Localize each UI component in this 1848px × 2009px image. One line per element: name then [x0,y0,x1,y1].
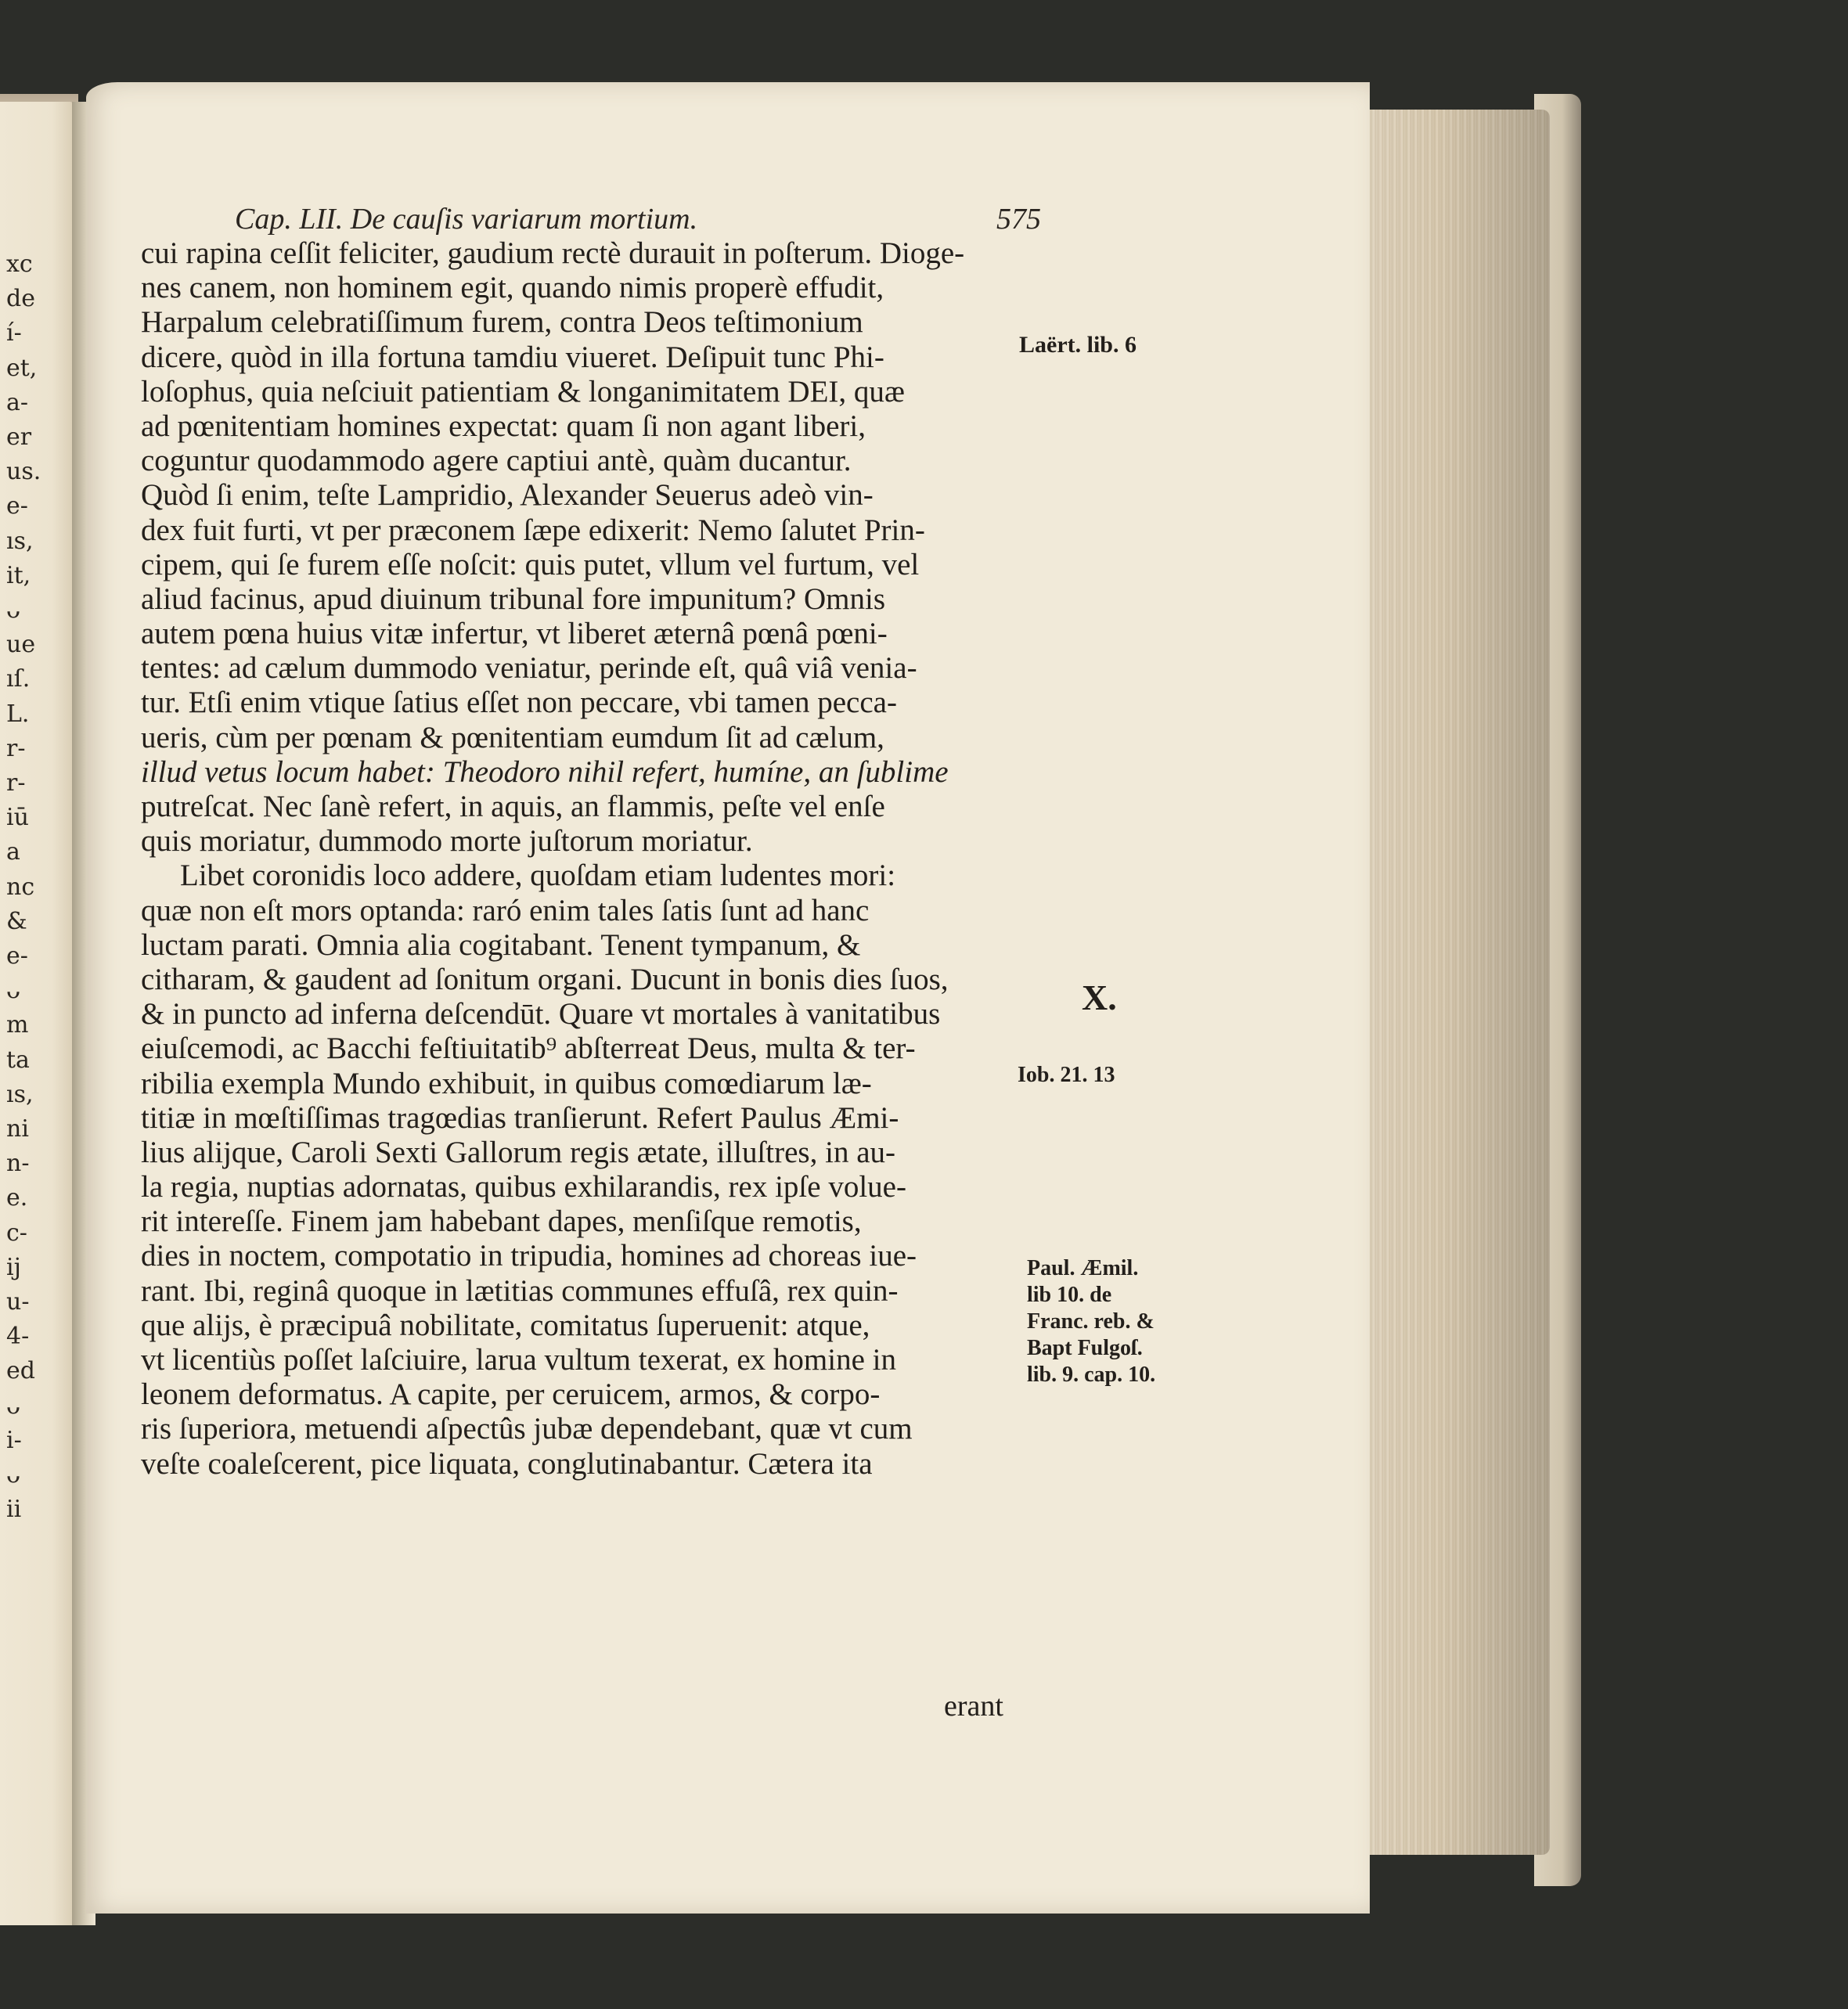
left-page-fragment: ᴗ [6,1461,21,1489]
text-line: illud vetus locum habet: Theodoro nihil refert, humíne, an ſublime [141,754,949,789]
left-page-fragment: ıs, [6,527,34,555]
left-page-fragment: ta [6,1046,30,1074]
left-page-fragment: a- [6,388,29,416]
left-page-fragment: c- [6,1219,27,1247]
text-line: putreſcat. Nec ſanè refert, in aquis, an flammis, peſte vel enſe [141,790,885,823]
text-line: ad pœnitentiam homines expectat: quam ſi non agant liberi, [141,409,866,443]
text-line: quis moriatur, dummodo morte juſtorum moriatur. [141,824,753,859]
left-page-fragment: et, [6,354,38,382]
left-page-fragment: de [6,285,35,313]
left-page-fragment: it, [6,561,31,589]
text-line: coguntur quodammodo agere captiui antè, quàm ducantur. [141,444,852,478]
marginal-note-laertius: Laërt. lib. 6 [1019,332,1137,358]
text-line: Quòd ſi enim, teſte Lampridio, Alexander Seuerus adeò vin- [141,478,874,513]
left-page-fragment: e- [6,942,28,970]
left-page-fragment: n- [6,1150,30,1178]
section-marker: X. [1082,977,1117,1017]
marginal-note-line: Franc. reb. & [1027,1309,1155,1334]
marginal-note-line: lib. 9. cap. 10. [1027,1363,1156,1387]
text-line: loſophus, quia neſciuit patientiam & longanimitatem DEI, quæ [141,374,905,409]
marginal-note-job: Iob. 21. 13 [1018,1063,1115,1087]
left-page-fragment: iū [6,804,29,832]
fore-edge-shading [1362,110,1550,1855]
left-page-fragment: a [6,838,20,866]
left-page-fragment: & [6,907,27,935]
left-page-fragment: e. [6,1184,28,1212]
left-page-fragment: ᴗ [6,1392,21,1420]
body-text [141,236,1018,1482]
marginal-note-line: Bapt Fulgoſ. [1027,1336,1143,1360]
left-page-fragment: u- [6,1288,30,1316]
text-line: rit intereſſe. Finem jam habebant dapes, menſiſque remotis, [141,1204,862,1239]
marginal-note-line: Paul. Æmil. [1027,1256,1139,1280]
text-line: vt licentiùs poſſet laſciuire, larua vultum texerat, ex homine in [141,1343,896,1377]
text-line: leonem deformatus. A capite, per ceruicem, armos, & corpo- [141,1377,881,1412]
text-line: citharam, & gaudent ad ſonitum organi. Ducunt in bonis dies ſuos, [141,962,949,996]
left-page-fragment: m [6,1011,29,1039]
text-line: dies in noctem, compotatio in tripudia, homines ad choreas iue- [141,1239,917,1273]
left-page-fragment: L. [6,700,30,728]
left-page-fragment: nc [6,873,35,901]
text-line: luctam parati. Omnia alia cogitabant. Tenent tympanum, & [141,927,861,962]
text-line: veſte coaleſcerent, pice liquata, conglutinabantur. Cætera ita [141,1446,873,1481]
running-title: Cap. LII. De cauſis variarum mortium. [235,203,698,236]
text-line: aliud facinus, apud diuinum tribunal fore impunitum? Omnis [141,581,886,616]
text-line: nes canem, non hominem egit, quando nimis properè effudit, [141,271,884,305]
left-page-sliver [0,102,74,1925]
left-page-fragment: r- [6,769,26,797]
left-page-fragment: ue [6,631,36,659]
text-line: cui rapina ceſſit feliciter, gaudium rectè durauit in poſterum. Dioge- [141,236,965,270]
text-line: rant. Ibi, reginâ quoque in lætitias communes effuſâ, rex quin- [141,1273,899,1308]
text-line: quæ non eſt mors optanda: raró enim tales ſatis ſunt ad hanc [141,893,870,927]
page-number: 575 [996,203,1041,236]
left-page-fragment: ed [6,1357,35,1385]
left-page-fragment: 4- [6,1323,30,1351]
left-page-fragment: e- [6,492,28,520]
text-line: tentes: ad cælum dummodo veniatur, perinde eſt, quâ viâ venia- [141,651,917,686]
left-page-fragment: ıſ. [6,665,31,693]
text-line: dicere, quòd in illa fortuna tamdiu viueret. Deſipuit tunc Phi- [141,340,884,374]
left-page-fragment: er [6,423,32,451]
left-page-fragment: r- [6,734,26,762]
text-line: cipem, qui ſe furem eſſe noſcit: quis putet, vllum vel furtum, vel [141,547,920,581]
left-page-fragment: ii [6,1496,22,1524]
text-line: ris ſuperiora, metuendi aſpectûs jubæ dependebant, quæ vt cum [141,1412,913,1446]
text-line: que alijs, è præcipuâ nobilitate, comitatus ſuperuenit: atque, [141,1308,870,1342]
text-line: & in puncto ad inferna deſcendūt. Quare vt mortales à vanitatibus [141,997,941,1032]
text-line: eiuſcemodi, ac Bacchi feſtiuitatib⁹ abſterreat Deus, multa & ter- [141,1032,916,1066]
text-line: dex fuit furti, vt per præconem ſæpe edixerit: Nemo ſalutet Prin- [141,513,925,547]
left-page-fragment: ᴗ [6,596,21,624]
text-line: la regia, nuptias adornatas, quibus exhilarandis, rex ipſe volue- [141,1170,906,1204]
text-line: titiæ in mœſtiſſimas tragœdias tranſierunt. Refert Paulus Æmi- [141,1100,899,1135]
text-line: Harpalum celebratiſſimum furem, contra Deos teſtimonium [141,305,863,340]
text-line: tur. Etſi enim vtique ſatius eſſet non peccare, vbi tamen pecca- [141,686,897,720]
marginal-note-paulus [1027,1255,1155,1388]
left-page-fragment: i- [6,1426,22,1454]
left-page-fragment: ᴗ [6,977,21,1005]
text-line: Libet coronidis loco addere, quoſdam etiam ludentes mori: [180,859,896,893]
left-page-fragment: xc [6,250,33,278]
catchword: erant [944,1690,1003,1723]
left-page-fragment: us. [6,458,41,486]
text-line: ribilia exempla Mundo exhibuit, in quibus comœdiarum læ- [141,1066,872,1100]
left-page-fragment: í- [6,319,22,347]
left-page-fragment: ni [6,1115,29,1143]
left-page-fragment: ıs, [6,1080,34,1108]
text-line: autem pœna huius vitæ infertur, vt liberet æternâ pœnâ pœni- [141,617,888,651]
left-page-fragment: ij [6,1253,21,1281]
marginal-note-line: lib 10. de [1027,1283,1112,1307]
text-line: ueris, cùm per pœnam & pœnitentiam eumdum ſit ad cælum, [141,720,884,754]
running-header [235,202,1041,236]
text-line: lius alijque, Caroli Sexti Gallorum regis ætate, illuſtres, in au- [141,1135,895,1169]
